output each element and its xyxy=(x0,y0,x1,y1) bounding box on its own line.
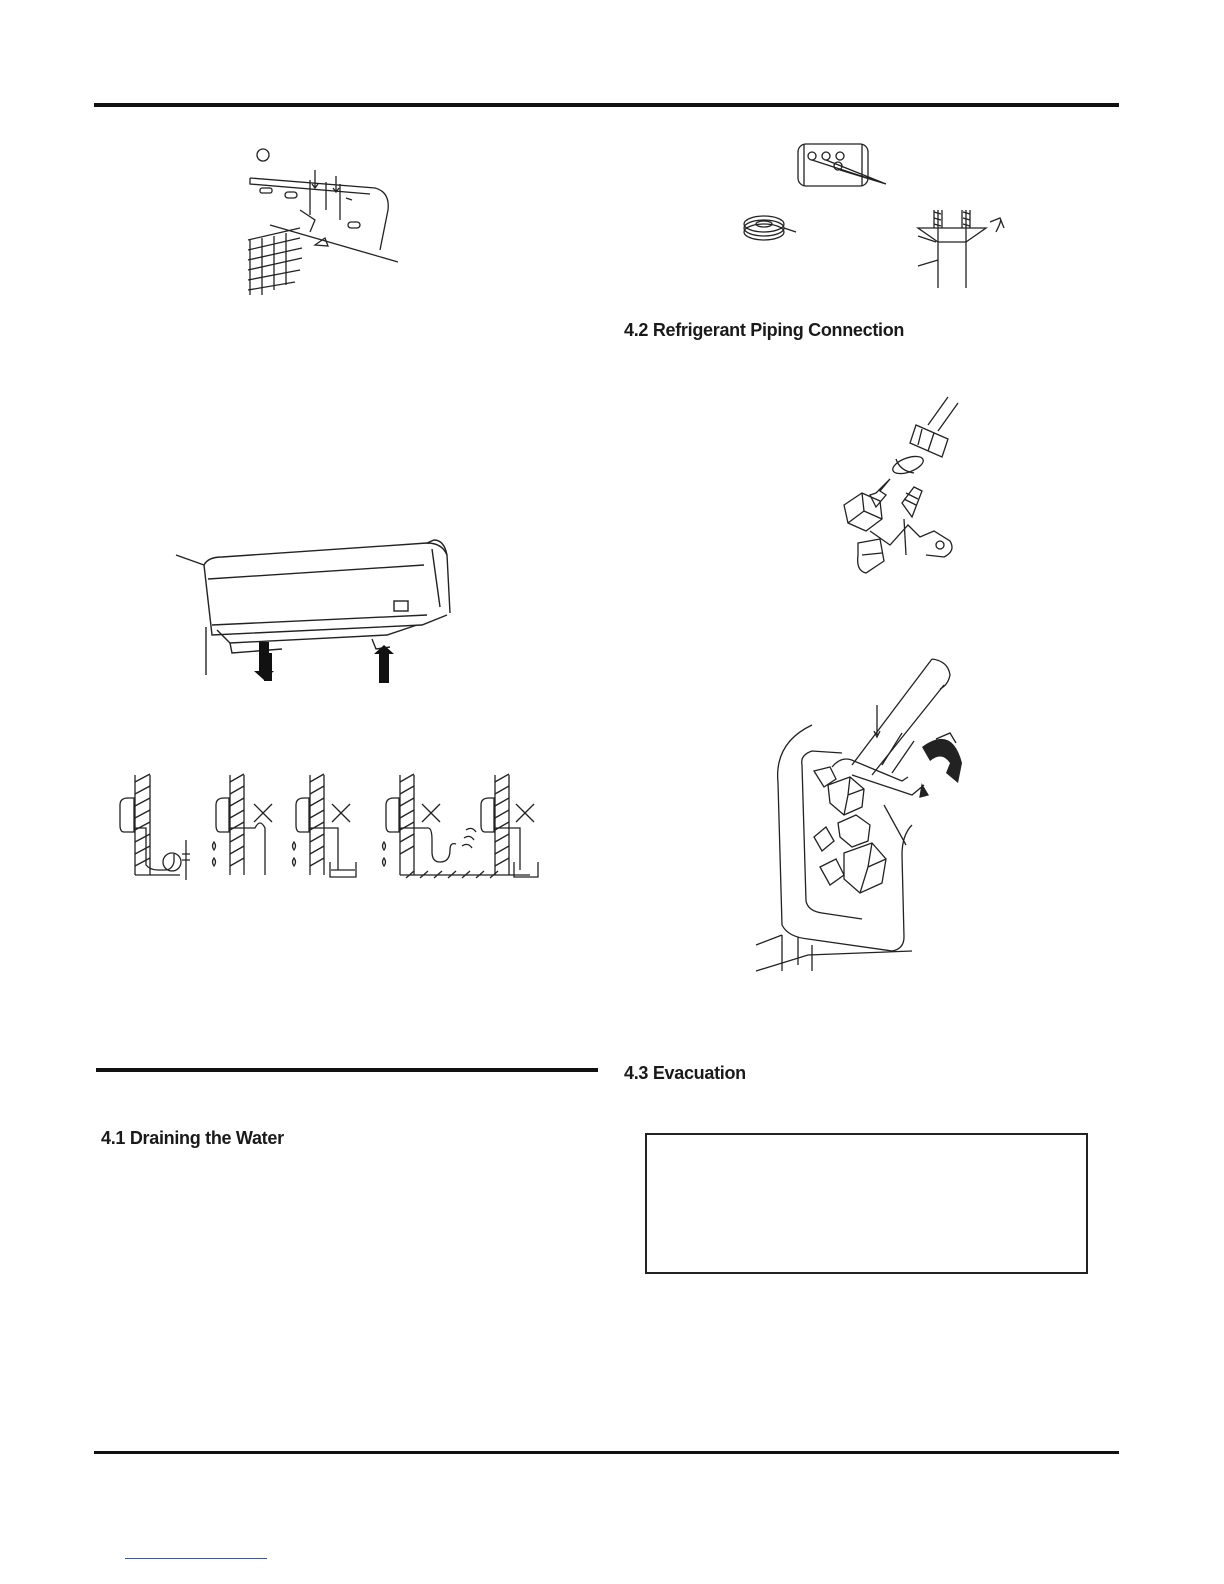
heading-evacuation: 4.3 Evacuation xyxy=(624,1063,746,1083)
evacuation-note-box xyxy=(645,1133,1088,1274)
heading-draining-water: 4.1 Draining the Water xyxy=(101,1128,284,1148)
section-rule xyxy=(96,1068,598,1072)
indoor-unit-figure xyxy=(172,535,462,685)
heading-refrigerant-piping: 4.2 Refrigerant Piping Connection xyxy=(624,320,905,340)
bottom-rule xyxy=(94,1451,1119,1454)
drain-hose-figure xyxy=(110,770,550,885)
flare-parts-figure xyxy=(738,140,1018,290)
mounting-plate-figure xyxy=(240,140,410,300)
footer-link-underline[interactable] xyxy=(125,1558,267,1559)
pipe-connection-figure xyxy=(830,395,980,590)
top-rule xyxy=(94,103,1119,107)
wrench-tightening-figure xyxy=(752,655,977,975)
